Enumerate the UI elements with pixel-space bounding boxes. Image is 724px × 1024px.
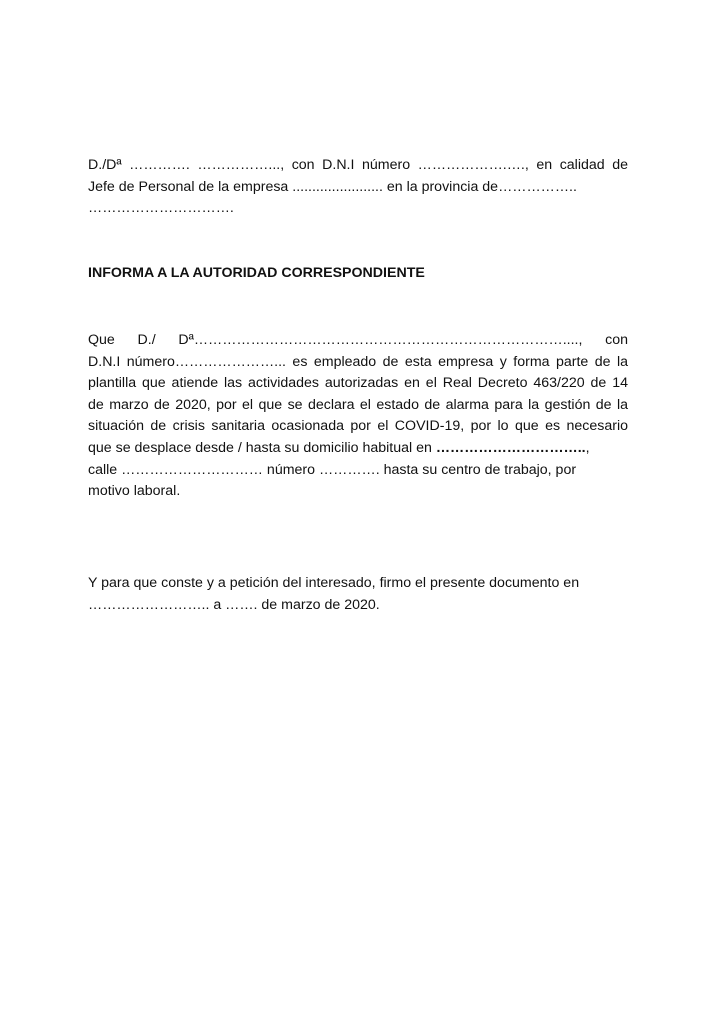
body-line: Que D./ Dª……………………………………………………………………...., con [88,332,628,348]
closing-line: Y para que conste y a petición del interesado, firmo el presente documento en [88,575,580,591]
intro-paragraph [88,155,628,220]
body-line: situación de crisis sanitaria ocasionada por el COVID-19, por lo que es necesario [88,418,628,435]
intro-line: Jefe de Personal de la empresa ....................... en la provincia de…………….. [88,178,577,195]
body-line: motivo laboral. [88,483,181,500]
body-line: D.N.I número…………………... es empleado de esta empresa y forma parte de la [88,353,628,370]
closing-paragraph [88,573,628,616]
body-line [88,438,628,460]
intro-line: …………………………. [88,200,234,217]
body-line-text: que se desplace desde / hasta su domicilio habitual en [88,439,432,456]
body-paragraph [88,330,628,503]
document-heading: INFORMA A LA AUTORIDAD CORRESPONDIENTE [88,265,425,281]
body-line: plantilla que atiende las actividades autorizadas en el Real Decreto 463/220 de 14 [88,375,628,392]
body-line: de marzo de 2020, por el que se declara el estado de alarma para la gestión de la [88,396,628,413]
body-line: calle ………………………… número …………. hasta su centro de trabajo, por [88,461,577,478]
body-line-punct: , [585,439,590,456]
address-placeholder-dots: ………………………….. [435,439,586,456]
intro-line: D./Dª …………. ……………..., con D.N.I número ……………….…., en calidad de [88,157,628,173]
closing-line: …………………….. a ……. de marzo de 2020. [88,596,380,613]
